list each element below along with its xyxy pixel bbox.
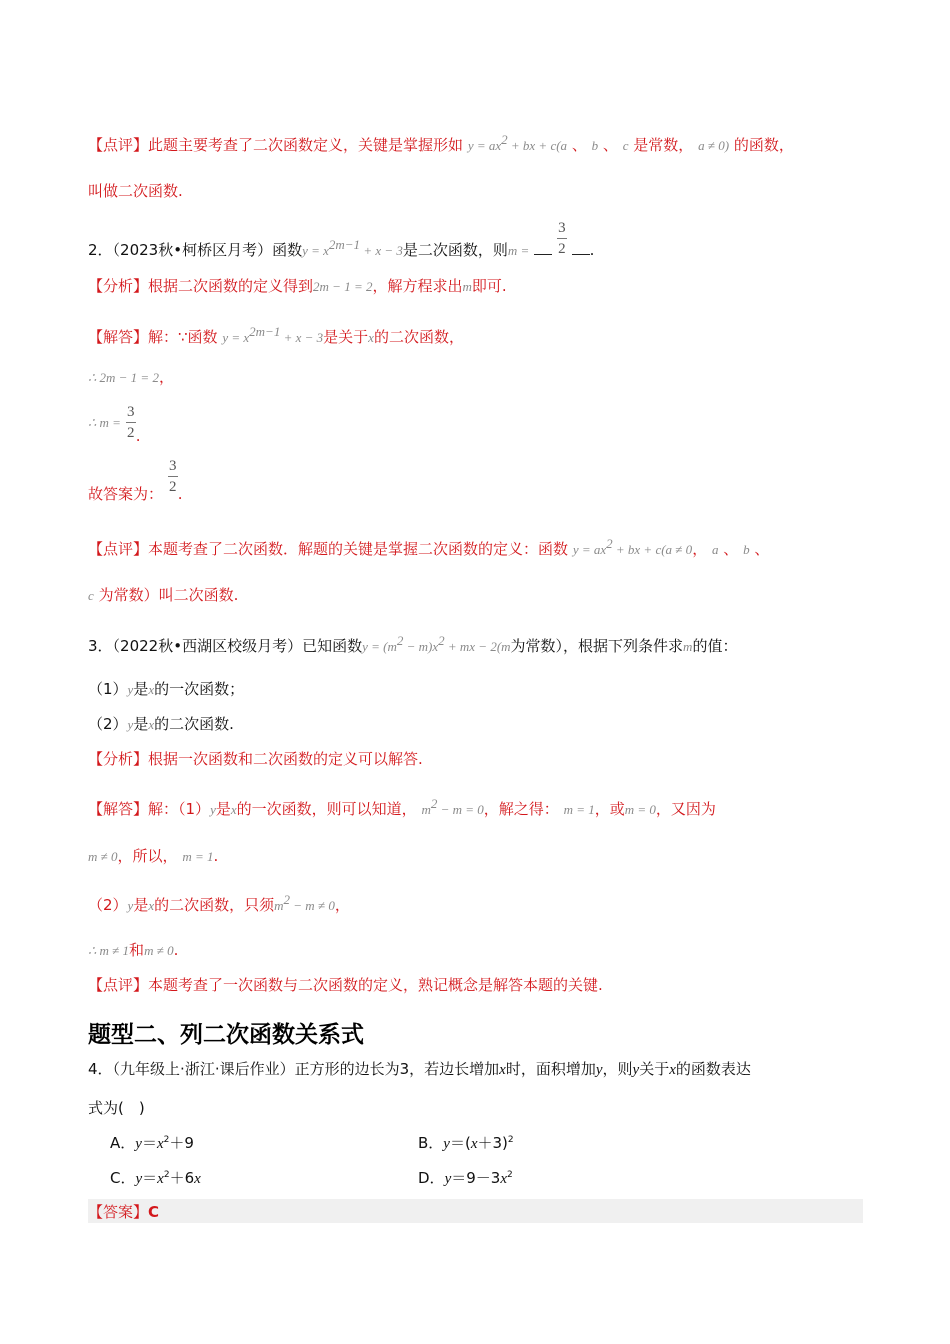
math-var: y — [632, 1062, 640, 1078]
math-var: m — [462, 279, 472, 294]
question-text: 关于 — [639, 1060, 670, 1078]
math-var: y — [135, 1171, 143, 1187]
question-text: 为常数），根据下列条件求 — [510, 637, 684, 655]
analysis-text: 根据二次函数的定义得到 — [148, 277, 314, 295]
math-expr: y = (m — [362, 639, 397, 654]
math-expr: m = 1 — [182, 849, 214, 864]
math-var: m — [683, 639, 693, 654]
section-heading: 题型二、列二次函数关系式 — [88, 1022, 364, 1048]
math-expr: 2m − 1 = 2 — [313, 279, 373, 294]
part-label: （2） — [88, 715, 128, 733]
solution-2-step-2 — [88, 404, 141, 446]
question-text: （2023秋•柯桥区月考）函数 — [112, 241, 303, 259]
analysis-text: 即可. — [471, 277, 507, 295]
question-text: 是 — [133, 680, 149, 698]
answer-fraction — [557, 220, 567, 257]
solution-text: 解：（1） — [148, 800, 211, 818]
solution-text: 的二次函数，只须 — [154, 896, 275, 914]
math-var: x — [148, 682, 155, 697]
option-b[interactable] — [418, 1133, 514, 1154]
comment-text: 是常数， — [633, 136, 694, 154]
math-expr: + x − 3 — [280, 330, 324, 345]
math-expr: + mx − 2(m — [444, 639, 511, 654]
solution-text: ，或 — [594, 800, 625, 818]
math-text: ＝ — [141, 1134, 157, 1152]
math-expr: y = ax — [467, 138, 502, 153]
math-var: y — [135, 1136, 142, 1152]
math-expr: − m = 0 — [437, 802, 484, 817]
solution-tag: 【解答】 — [88, 800, 149, 818]
denominator: 2 — [169, 479, 177, 495]
question-text: 的值： — [692, 637, 738, 655]
math-exponent: 2 — [163, 1170, 170, 1180]
comment-text: 为常数）叫二次函数. — [98, 586, 239, 604]
punct: . — [589, 241, 595, 259]
math-exponent: 2 — [507, 1135, 514, 1145]
math-expr: m — [274, 898, 284, 913]
punct: ， — [158, 368, 174, 386]
comment-text: 本题考查了二次函数．解题的关键是掌握二次函数的定义：函数 — [148, 540, 569, 558]
denominator: 2 — [558, 241, 566, 257]
math-exponent: 2m−1 — [328, 237, 361, 252]
math-var: y — [443, 1136, 450, 1152]
solution-text: ，解之得： — [483, 800, 559, 818]
math-var: x — [157, 1171, 164, 1187]
punct: . — [173, 941, 179, 959]
separator: 、 — [754, 540, 770, 558]
separator: 、 — [723, 540, 739, 558]
final-answer-2 — [88, 458, 183, 504]
separator: 、 — [571, 136, 587, 154]
solution-2 — [88, 324, 464, 348]
fraction — [168, 458, 178, 495]
option-c[interactable] — [110, 1168, 201, 1189]
analysis-text: 根据一次函数和二次函数的定义可以解答. — [148, 750, 423, 768]
solution-text: 解：∵函数 — [148, 328, 218, 346]
question-3: 3．（2022秋•西湖区校级月考）已知函数$y = (m^2 - m)x^2$ + mx − 2(m为常数），根据下列条件求m的值： — [88, 633, 738, 655]
math-var: x — [148, 717, 155, 732]
math-expr: m = 0 — [624, 802, 656, 817]
comment-tag: 【点评】 — [88, 976, 149, 994]
math-var: x — [368, 330, 374, 345]
analysis-text: ，解方程求出 — [372, 277, 463, 295]
question-text: （九年级上·浙江·课后作业）正方形的边长为3，若边长增加 — [112, 1060, 500, 1078]
math-expr: m — [421, 802, 431, 817]
solution-text: 是 — [215, 800, 231, 818]
answer-blank — [572, 240, 590, 255]
fraction — [126, 404, 136, 441]
math-var: x — [669, 1062, 676, 1078]
math-var: c — [622, 138, 629, 153]
math-var: b — [743, 542, 750, 557]
solution-3-line-4 — [88, 940, 178, 961]
math-expr: m = — [507, 243, 530, 258]
punct: . — [213, 847, 219, 865]
answer-tag: 【答案】 — [88, 1203, 149, 1221]
math-var: a — [711, 542, 719, 557]
math-var: c — [88, 588, 94, 603]
question-text: 的一次函数； — [154, 680, 245, 698]
comment-text: 的函数， — [733, 136, 794, 154]
math-expr: y = x — [302, 243, 329, 258]
math-var: x — [194, 1171, 201, 1187]
math-var: y — [444, 1171, 452, 1187]
punct: ， — [334, 896, 350, 914]
math-exponent: 2 — [507, 1170, 513, 1180]
math-expr: y = x — [222, 330, 250, 345]
math-exponent: 2 — [163, 1135, 170, 1145]
math-var: y — [127, 898, 134, 913]
numerator: 3 — [169, 458, 177, 474]
solution-text: 的二次函数， — [373, 328, 464, 346]
math-var: x — [156, 1136, 164, 1152]
analysis-tag: 【分析】 — [88, 277, 149, 295]
question-text: （2022秋•西湖区校级月考）已知函数 — [112, 637, 363, 655]
final-label: 故答案为： — [88, 485, 164, 503]
comment-1-line-2: 叫做二次函数. — [88, 182, 183, 200]
question-text: 的二次函数. — [154, 715, 234, 733]
question-3-part-2 — [88, 714, 234, 735]
math-expr: + bx + c(a — [507, 138, 568, 153]
comment-tag: 【点评】 — [88, 136, 149, 154]
solution-2-step-1 — [88, 367, 174, 388]
math-var: x — [500, 1171, 507, 1187]
math-text: ＝( — [449, 1134, 471, 1152]
question-number: 4． — [88, 1060, 113, 1078]
option-label: B． — [418, 1134, 444, 1152]
answer-value: C — [148, 1203, 160, 1221]
question-2 — [88, 220, 595, 261]
analysis-2 — [88, 276, 507, 297]
math-text: ＝ — [142, 1169, 158, 1187]
math-var: y — [210, 802, 216, 817]
denominator: 2 — [126, 425, 135, 441]
math-text: ＝9－3 — [451, 1169, 501, 1187]
part-label: （1） — [88, 680, 128, 698]
comment-2-line-1: 【点评】本题考查了二次函数．解题的关键是掌握二次函数的定义：函数 $y = ax^2$ + bx + c(a ≠ 0， a 、 b 、 — [88, 536, 770, 558]
math-var: x — [499, 1062, 506, 1078]
math-text: ＋3) — [477, 1134, 508, 1152]
math-expr: m = 1 — [563, 802, 595, 817]
solution-text: 和 — [129, 941, 145, 959]
question-text: 是二次函数，则 — [402, 241, 508, 259]
numerator: 3 — [558, 220, 566, 236]
math-var: x — [148, 898, 155, 913]
answer-4 — [88, 1202, 159, 1222]
solution-3-line-3: （2）y是x的二次函数，只须$m^2 - m \ne 0$， — [88, 892, 350, 914]
math-expr: m ≠ 0 — [144, 943, 174, 958]
math-text: ＋6 — [169, 1169, 195, 1187]
math-var: x — [470, 1136, 478, 1152]
comment-text: 此题主要考查了二次函数定义，关键是掌握形如 — [148, 136, 464, 154]
question-text: 时，面积增加 — [505, 1060, 596, 1078]
math-expr: a ≠ 0) — [698, 138, 730, 153]
comment-tag: 【点评】 — [88, 540, 149, 558]
math-expr: ∴ m ≠ 1 — [88, 943, 130, 958]
math-exponent: 2m−1 — [249, 324, 281, 339]
solution-text: ，所以， — [117, 847, 178, 865]
math-expr: ∴ m = — [88, 415, 121, 430]
question-4-line-1 — [88, 1059, 751, 1080]
solution-3-line-1: 【解答】解：（1）y是x的一次函数，则可以知道， $m^2 - m = 0$，解之得： m = 1，或m = 0，又因为 — [88, 796, 716, 818]
numerator: 3 — [126, 404, 135, 420]
math-expr: y = ax — [572, 542, 607, 557]
option-label: A． — [110, 1134, 136, 1152]
question-3-part-1 — [88, 679, 244, 700]
comment-text: 本题考查了一次函数与二次函数的定义，熟记概念是解答本题的关键. — [148, 976, 603, 994]
option-label: D． — [418, 1169, 445, 1187]
punct: . — [177, 485, 183, 503]
math-var: b — [591, 138, 599, 153]
math-expr: + bx + c(a ≠ 0 — [612, 542, 693, 557]
option-a[interactable] — [110, 1133, 194, 1154]
math-text: ＋9 — [169, 1134, 194, 1152]
solution-text: ，又因为 — [655, 800, 716, 818]
punct: ， — [692, 540, 708, 558]
solution-tag: 【解答】 — [88, 328, 149, 346]
solution-text: 的一次函数，则可以知道， — [236, 800, 417, 818]
math-expr: + x − 3 — [360, 243, 403, 258]
math-var: y — [595, 1062, 603, 1078]
math-expr: ∴ 2m − 1 = 2 — [88, 370, 159, 385]
comment-1-line-1: 【点评】此题主要考查了二次函数定义，关键是掌握形如 $y = ax^2$ + bx + c(a 、 b 、 c 是常数， a ≠ 0) 的函数， — [88, 132, 794, 154]
option-label: C． — [110, 1169, 136, 1187]
question-text: ，则 — [602, 1060, 633, 1078]
option-d[interactable] — [418, 1168, 513, 1189]
comment-2-line-2 — [88, 585, 238, 606]
solution-3-line-2 — [88, 846, 218, 867]
answer-blank — [534, 240, 552, 255]
question-4-line-2: 式为( ) — [88, 1099, 145, 1117]
comment-3 — [88, 975, 603, 995]
math-expr: − m)x — [403, 639, 439, 654]
analysis-tag: 【分析】 — [88, 750, 149, 768]
punct: . — [135, 427, 141, 445]
answer-bar — [88, 1199, 863, 1223]
question-number: 2． — [88, 241, 113, 259]
separator: 、 — [602, 136, 618, 154]
math-expr: m ≠ 0 — [88, 849, 118, 864]
solution-text: 是关于 — [323, 328, 369, 346]
math-var: x — [230, 802, 237, 817]
analysis-3 — [88, 749, 423, 769]
question-text: 的函数表达 — [675, 1060, 751, 1078]
part-label: （2） — [88, 896, 128, 914]
math-expr: − m ≠ 0 — [290, 898, 335, 913]
question-number: 3． — [88, 637, 113, 655]
math-var: y — [127, 682, 134, 697]
solution-text: 是 — [133, 896, 149, 914]
question-text: 是 — [133, 715, 149, 733]
math-var: y — [127, 717, 134, 732]
